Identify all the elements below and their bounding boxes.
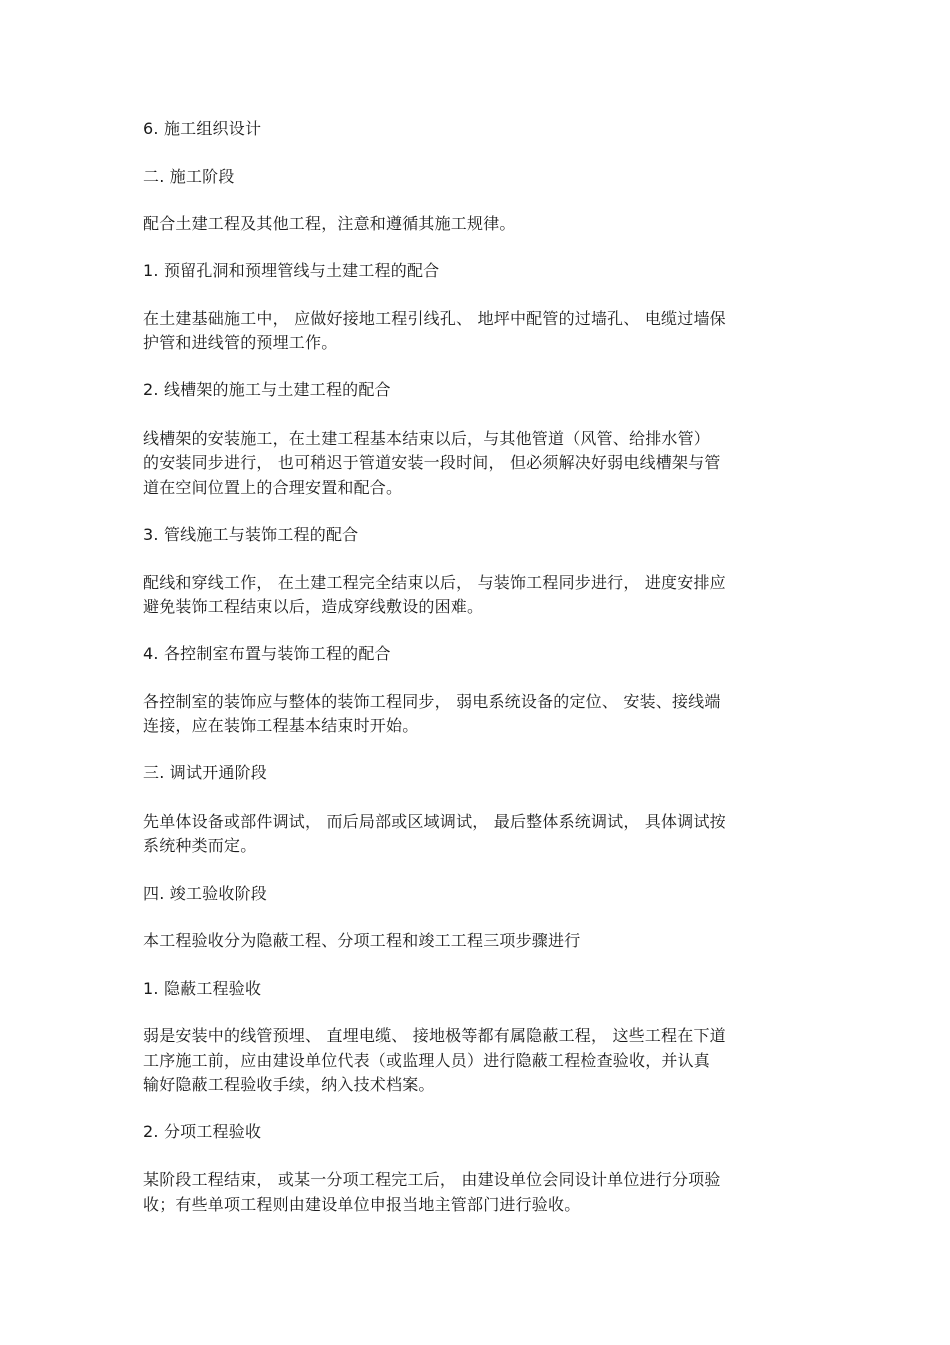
paragraph-line: 配线和穿线工作， 在土建工程完全结束以后， 与装饰工程同步进行， 进度安排应	[143, 573, 726, 592]
paragraph-line: 道在空间位置上的合理安置和配合。	[143, 478, 403, 497]
paragraph-line: 各控制室的装饰应与整体的装饰工程同步， 弱电系统设备的定位、 安装、接线端	[143, 692, 721, 711]
subheading-cable-tray: 2. 线槽架的施工与土建工程的配合	[143, 380, 391, 399]
paragraph-line: 线槽架的安装施工，在土建工程基本结束以后，与其他管道（风管、给排水管）	[143, 429, 711, 448]
heading-construction-design: 6. 施工组织设计	[143, 119, 262, 138]
subheading-pipeline-decoration: 3. 管线施工与装饰工程的配合	[143, 525, 359, 544]
paragraph-line: 弱是安装中的线管预埋、 直埋电缆、 接地极等都有属隐蔽工程， 这些工程在下道	[143, 1026, 726, 1045]
subheading-concealed-works: 1. 隐蔽工程验收	[143, 979, 262, 998]
paragraph-line: 配合土建工程及其他工程，注意和遵循其施工规律。	[143, 214, 516, 233]
paragraph-line: 输好隐蔽工程验收手续，纳入技术档案。	[143, 1075, 435, 1094]
paragraph-line: 先单体设备或部件调试， 而后局部或区域调试， 最后整体系统调试， 具体调试按	[143, 812, 726, 831]
paragraph-line: 某阶段工程结束， 或某一分项工程完工后， 由建设单位会同设计单位进行分项验	[143, 1170, 721, 1189]
subheading-reserved-holes: 1. 预留孔洞和预埋管线与土建工程的配合	[143, 261, 440, 280]
subheading-sub-item-acceptance: 2. 分项工程验收	[143, 1122, 262, 1141]
paragraph-line: 系统种类而定。	[143, 836, 257, 855]
paragraph-line: 收；有些单项工程则由建设单位申报当地主管部门进行验收。	[143, 1195, 581, 1214]
paragraph-line: 避免装饰工程结束以后，造成穿线敷设的困难。	[143, 597, 484, 616]
paragraph-line: 护管和进线管的预埋工作。	[143, 333, 338, 352]
paragraph-line: 的安装同步进行， 也可稍迟于管道安装一段时间， 但必须解决好弱电线槽架与管	[143, 453, 721, 472]
heading-commissioning-phase: 三. 调试开通阶段	[143, 763, 267, 782]
paragraph-line: 本工程验收分为隐蔽工程、分项工程和竣工工程三项步骤进行	[143, 931, 581, 950]
subheading-control-room: 4. 各控制室布置与装饰工程的配合	[143, 644, 391, 663]
paragraph-line: 工序施工前，应由建设单位代表（或监理人员）进行隐蔽工程检查验收，并认真	[143, 1051, 711, 1070]
paragraph-line: 在土建基础施工中， 应做好接地工程引线孔、 地坪中配管的过墙孔、 电缆过墙保	[143, 309, 726, 328]
heading-construction-phase: 二. 施工阶段	[143, 167, 235, 186]
heading-acceptance-phase: 四. 竣工验收阶段	[143, 884, 267, 903]
paragraph-line: 连接，应在装饰工程基本结束时开始。	[143, 716, 419, 735]
